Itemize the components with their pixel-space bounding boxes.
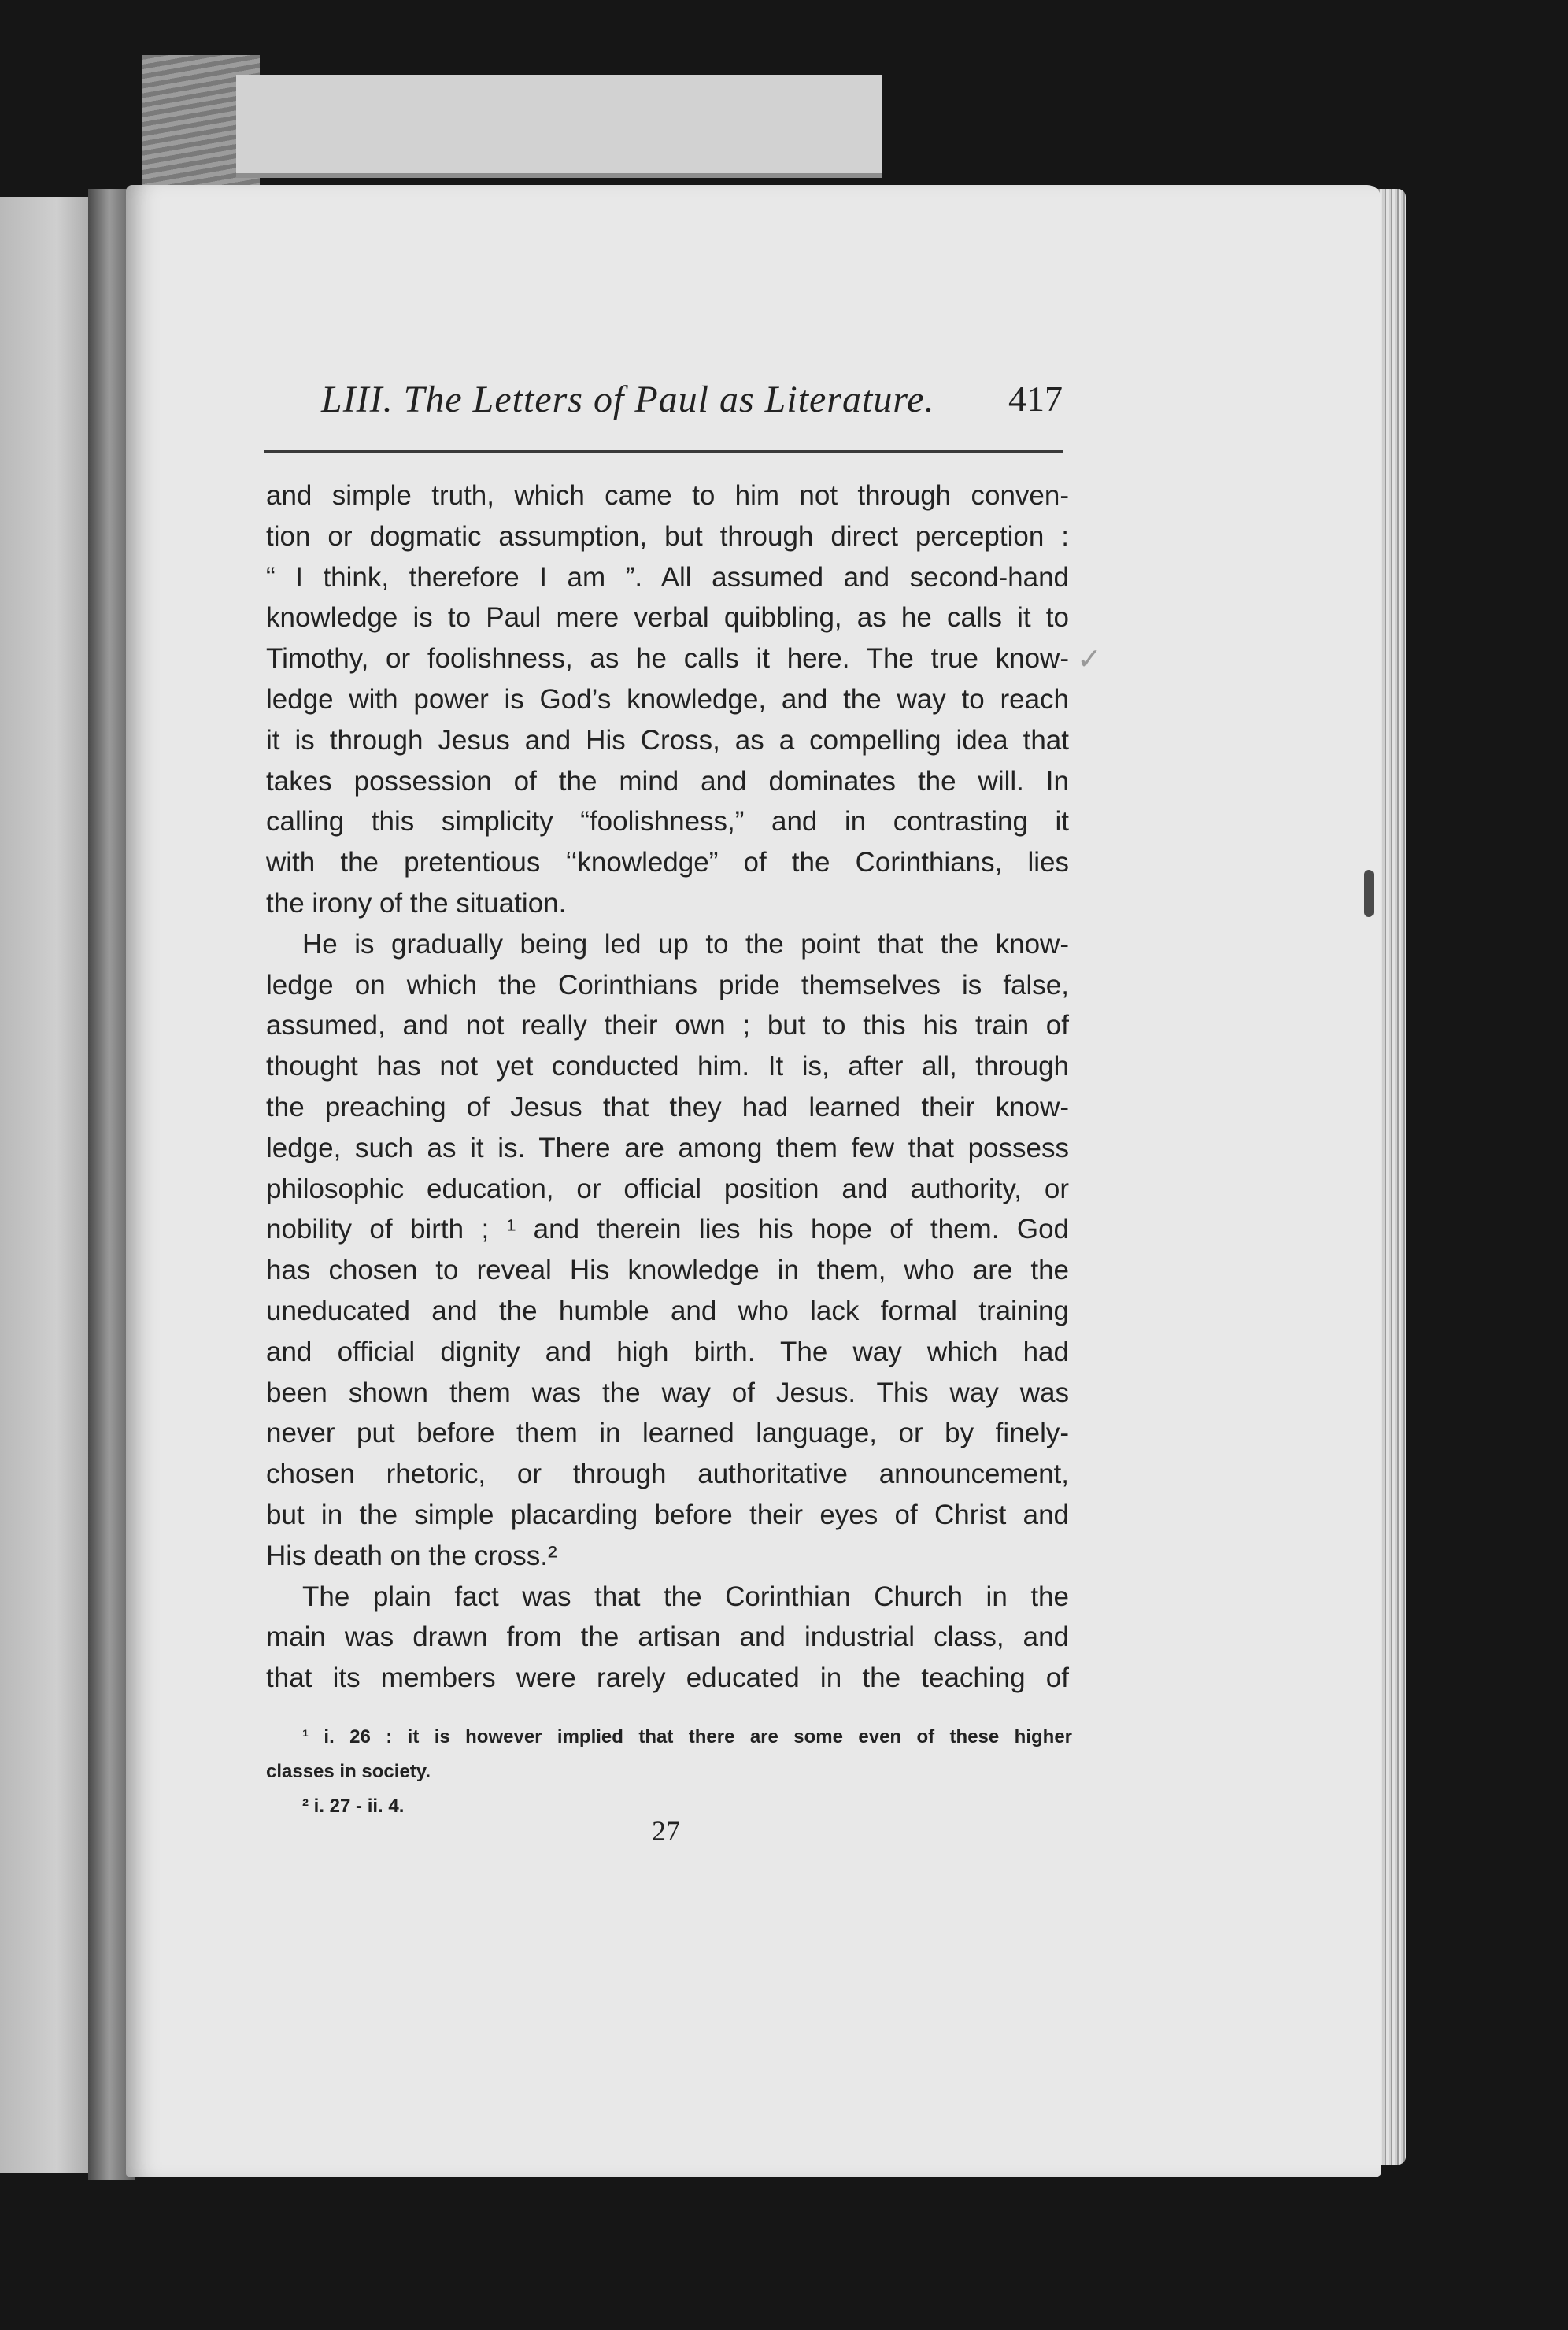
text-line: knowledge is to Paul mere verbal quibbling, as he calls it to xyxy=(266,602,1069,634)
footnotes xyxy=(266,1720,1072,1824)
footnote-line: ² i. 27 - ii. 4. xyxy=(302,1796,405,1817)
text-line: calling this simplicity “foolishness,” and in contrasting it xyxy=(266,806,1069,838)
text-line: and official dignity and high birth. The way which had xyxy=(266,1336,1069,1367)
text-line: His death on the cross.² xyxy=(266,1540,557,1571)
footnote-line: ¹ i. 26 : it is however implied that there are some even of these higher xyxy=(302,1726,1072,1748)
footnote-line: classes in society. xyxy=(266,1761,431,1782)
text-line: the irony of the situation. xyxy=(266,887,567,919)
text-line: He is gradually being led up to the point that the know- xyxy=(302,928,1069,960)
text-line: been shown them was the way of Jesus. This way was xyxy=(266,1377,1069,1408)
text-line: uneducated and the humble and who lack formal training xyxy=(266,1295,1069,1326)
signature-mark: 27 xyxy=(652,1815,680,1847)
text-line: but in the simple placarding before their eyes of Christ and xyxy=(266,1499,1069,1530)
text-line: it is through Jesus and His Cross, as a compelling idea that xyxy=(266,724,1069,756)
text-line: and simple truth, which came to him not through conven- xyxy=(266,480,1069,511)
pencil-check-mark: ✓ xyxy=(1077,643,1102,676)
text-line: The plain fact was that the Corinthian Church in the xyxy=(302,1581,1069,1612)
page-number: 417 xyxy=(1008,379,1063,419)
text-line: has chosen to reveal His knowledge in them, who are the xyxy=(266,1255,1069,1286)
edge-speck xyxy=(1364,870,1374,917)
text-line: ledge with power is God’s knowledge, and the way to reach xyxy=(266,683,1069,715)
text-line: takes possession of the mind and dominates the will. In xyxy=(266,765,1069,797)
text-line: chosen rhetoric, or through authoritative announcement, xyxy=(266,1459,1069,1490)
text-line: Timothy, or foolishness, as he calls it here. The true know- xyxy=(266,643,1069,675)
left-page-edge xyxy=(0,197,94,2173)
text-line: never put before them in learned language, or by finely- xyxy=(266,1418,1069,1449)
text-line: “ I think, therefore I am ”. All assumed and second-hand xyxy=(266,561,1069,593)
text-line: ledge on which the Corinthians pride themselves is false, xyxy=(266,969,1069,1000)
text-line: thought has not yet conducted him. It is, after all, through xyxy=(266,1051,1069,1082)
header-rule xyxy=(264,450,1063,453)
text-line: ledge, such as it is. There are among them few that possess xyxy=(266,1132,1069,1163)
text-line: the preaching of Jesus that they had learned their know- xyxy=(266,1091,1069,1122)
running-head xyxy=(321,378,1063,433)
text-line: assumed, and not really their own ; but to this his train of xyxy=(266,1010,1069,1041)
text-line: tion or dogmatic assumption, but through direct perception : xyxy=(266,520,1069,552)
top-paper-strip xyxy=(236,75,882,178)
text-line: nobility of birth ; ¹ and therein lies his hope of them. God xyxy=(266,1214,1069,1245)
text-line: that its members were rarely educated in the teaching of xyxy=(266,1662,1069,1694)
text-line: philosophic education, or official position and authority, or xyxy=(266,1173,1069,1204)
running-head-title: LIII. The Letters of Paul as Literature. xyxy=(321,379,935,420)
body-text xyxy=(266,475,1069,1699)
text-line: with the pretentious ‘‘knowledge” of the Corinthians, lies xyxy=(266,847,1069,878)
text-line: main was drawn from the artisan and industrial class, and xyxy=(266,1622,1069,1653)
